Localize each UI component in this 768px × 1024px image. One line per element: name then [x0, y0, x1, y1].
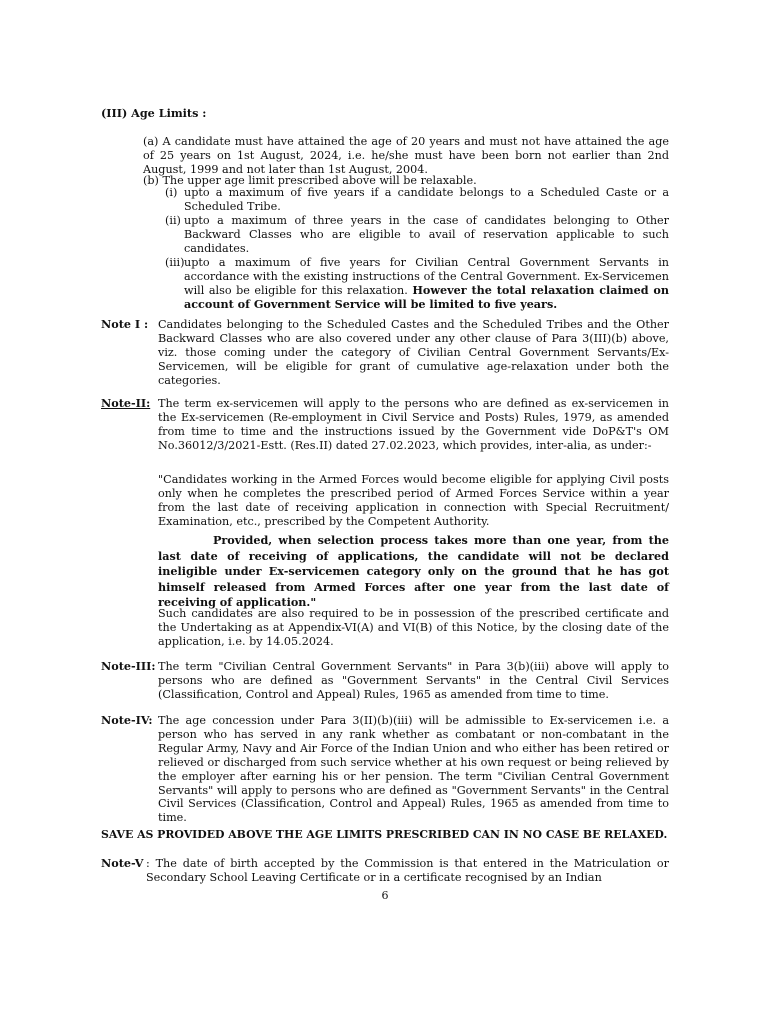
item-iii-plain: upto a maximum of five years for Civilian Central Government Servants in accordance with the existing instructions of the Central Government. Ex-Servicemen will also be eligible for this relaxation. [184, 256, 669, 297]
page-number: 6 [381, 889, 389, 902]
section-heading: (III) Age Limits : [101, 106, 207, 120]
note-2-tail: Such candidates are also required to be in possession of the prescribed certificate and the Undertaking as at Appendix-VI(A) and VI(B) of this Notice, by the closing date of the application, i.e. by 14.05.2024. [158, 607, 669, 648]
note-4-text: The age concession under Para 3(II)(b)(iii) will be admissible to Ex-servicemen i.e. a person who has served in any rank whether as combatant or non-combatant in the Regular Army, Navy and Air Force of the Indian Union and who either has been retired or relieved or discharged from such service whether at his own request or being relieved by the employer after earning his or her pension. The term "Civilian Central Government Servants" will apply to persons who are defined as "Government Servants" in the Central Civil Services (Classification, Control and Appeal) Rules, 1965 as amended from time to time. [158, 714, 669, 825]
item-ii-text: upto a maximum of three years in the case of candidates belonging to Other Backward Classes who are eligible to avail of reservation applicable to such candidates. [184, 214, 669, 255]
note-5-label: Note-V [101, 856, 144, 870]
note-1-label: Note I : [101, 317, 149, 331]
note-5-text: : The date of birth accepted by the Commission is that entered in the Matriculation or Secondary School Leaving Certificate or in a certificate recognised by an Indian [146, 857, 669, 884]
note-3-text: The term "Civilian Central Government Servants" in Para 3(b)(iii) above will apply to persons who are defined as "Government Servants" in the Central Civil Services (Classification, Control and Appeal) Rules, 1965 as amended from time to time. [158, 660, 669, 701]
note-3-label: Note-III: [101, 659, 156, 673]
note-2-text: The term ex-servicemen will apply to the persons who are defined as ex-servicemen in the Ex-servicemen (Re-employment in Civil Service and Posts) Rules, 1979, as amended from time to time and the instructions issued by the Government vide DoP&T's OM No.36012/3/2021-Estt. (Res.II) dated 27.02.2023, which provides, inter-alia, as under:- [158, 397, 669, 452]
note-4-label: Note-IV: [101, 713, 153, 727]
para-a: (a) A candidate must have attained the age of 20 years and must not have attained the age of 25 years on 1st August, 2024, i.e. he/she must have been born not earlier than 2nd August, 1999 and not later than 1st August, 2004. [143, 135, 669, 176]
item-i-number: (i) [165, 186, 178, 199]
item-i-text: upto a maximum of five years if a candidate belongs to a Scheduled Caste or a Scheduled Tribe. [184, 186, 669, 213]
item-iii-text [184, 256, 669, 312]
note-2-proviso: Provided, when selection process takes more than one year, from the last date of receiving of applications, the candidate will not be declared ineligible under Ex-servicemen category only on the ground that he has got himself released from Armed Forces after one year from the last date of receiving of application." [158, 533, 669, 609]
item-iii-number: (iii) [165, 256, 185, 269]
note-2-label: Note-II: [101, 396, 151, 410]
item-ii-number: (ii) [165, 214, 181, 227]
para-b: (b) The upper age limit prescribed above will be relaxable. [143, 174, 477, 187]
save-heading: SAVE AS PROVIDED ABOVE THE AGE LIMITS PRESCRIBED CAN IN NO CASE BE RELAXED. [101, 828, 668, 841]
note-1-text: Candidates belonging to the Scheduled Castes and the Scheduled Tribes and the Other Backward Classes who are also covered under any other clause of Para 3(III)(b) above, viz. those coming under the category of Civilian Central Government Servants/Ex-Servicemen, will be eligible for grant of cumulative age-relaxation under both the categories. [158, 318, 669, 387]
note-2-quote: "Candidates working in the Armed Forces would become eligible for applying Civil posts only when he completes the prescribed period of Armed Forces Service within a year from the last date of receiving application in connection with Special Recruitment/ Examination, etc., prescribed by the Competent Authority. [158, 473, 669, 528]
item-iii-bold: However the total relaxation claimed on account of Government Service will be limited to five years. [184, 282, 670, 311]
